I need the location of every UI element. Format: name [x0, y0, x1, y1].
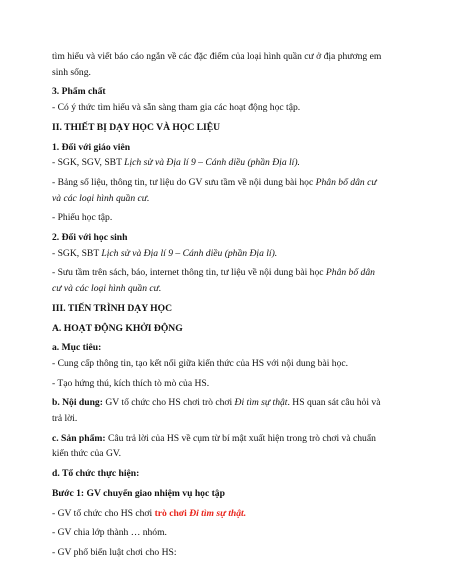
text-line: [52, 175, 404, 191]
text-line: [52, 446, 404, 462]
text-run: Bước 1: GV chuyển giao nhiệm vụ học tập: [52, 487, 225, 499]
text-run: b. Nội dung:: [52, 397, 103, 409]
text-run: 3. Phẩm chất: [52, 86, 106, 98]
text-line: [52, 376, 404, 392]
text-run: tìm hiểu và viết báo cáo ngắn về các đặc điểm của loại hình quần cư ở địa phương em: [52, 51, 382, 62]
text-run: d. Tổ chức thực hiện:: [52, 468, 140, 480]
text-line: [52, 210, 404, 226]
text-run: 1. Đối với giáo viên: [52, 141, 131, 153]
text-run: - Có ý thức tìm hiểu và sẵn sàng tham gia các hoạt động học tập.: [52, 102, 301, 114]
text-line: [52, 265, 404, 281]
text-run: Lịch sử và Địa lí 9 – Cánh diều (phần Địa lí).: [101, 247, 278, 259]
text-line: [52, 525, 404, 541]
text-line: [52, 191, 404, 207]
text-run: . HS quan sát câu hỏi và: [287, 397, 381, 409]
text-line: [52, 281, 404, 297]
text-line: [52, 321, 404, 337]
text-line: [52, 49, 404, 65]
text-run: - SGK, SBT: [52, 247, 102, 259]
text-line: [52, 230, 404, 246]
text-run: GV tổ chức cho HS chơi trò chơi: [102, 397, 235, 409]
text-line: [52, 84, 404, 100]
text-run: - Cung cấp thông tin, tạo kết nối giữa kiến thức của HS với nội dung bài học.: [52, 357, 349, 369]
document-page: [52, 49, 404, 561]
text-run: Phân bố dân: [325, 267, 375, 279]
text-run: II. THIẾT BỊ DẠY HỌC VÀ HỌC LIỆU: [52, 121, 221, 133]
text-line: [52, 301, 404, 317]
text-line: [52, 466, 404, 482]
text-run: - SGK, SGV, SBT: [52, 157, 125, 169]
text-run: kiến thức của GV.: [52, 448, 121, 460]
text-run: - Tạo hứng thú, kích thích tò mò của HS.: [52, 377, 210, 389]
text-run: A. HOẠT ĐỘNG KHỞI ĐỘNG: [52, 322, 183, 334]
text-line: [52, 545, 404, 561]
text-run: Câu trả lời của HS về cụm từ bí mật xuất hiện trong trò chơi và chuẩn: [105, 432, 376, 444]
text-line: [52, 100, 404, 116]
text-run: Đi tìm sự thật: [234, 397, 288, 409]
text-line: [52, 411, 404, 427]
text-line: [52, 395, 404, 411]
text-run: trò chơi: [154, 507, 190, 519]
text-line: [52, 340, 404, 356]
text-run: a. Mục tiêu:: [52, 342, 102, 354]
text-run: III. TIẾN TRÌNH DẠY HỌC: [52, 302, 173, 314]
text-run: Phân bố dân cư: [315, 176, 377, 188]
text-line: [52, 431, 404, 447]
text-line: [52, 506, 404, 522]
text-run: - Phiếu học tập.: [52, 212, 113, 224]
text-line: [52, 155, 404, 171]
text-line: [52, 246, 404, 262]
text-run: cư và các loại hình quần cư.: [52, 283, 162, 295]
text-line: [52, 140, 404, 156]
text-line: [52, 120, 404, 136]
text-run: và các loại hình quần cư.: [52, 192, 150, 204]
text-run: - Bảng số liệu, thông tin, tư liệu do GV sưu tầm về nội dung bài học: [52, 176, 316, 188]
text-run: - GV phổ biến luật chơi cho HS:: [52, 546, 177, 558]
text-run: trả lời.: [52, 413, 78, 425]
text-run: 2. Đối với học sinh: [52, 232, 128, 244]
text-run: - Sưu tầm trên sách, báo, internet thông tin, tư liệu về nội dung bài học: [52, 267, 326, 279]
text-run: c. Sản phẩm:: [52, 432, 106, 444]
text-run: - GV tổ chức cho HS chơi: [52, 507, 155, 519]
text-run: - GV chia lớp thành … nhóm.: [52, 527, 167, 539]
text-line: [52, 356, 404, 372]
text-run: Đi tìm sự thật.: [189, 507, 247, 519]
text-run: sinh sống.: [52, 66, 91, 78]
text-line: [52, 65, 404, 81]
text-run: Lịch sử và Địa lí 9 – Cánh diều (phần Địa lí).: [124, 157, 300, 169]
text-line: [52, 486, 404, 502]
